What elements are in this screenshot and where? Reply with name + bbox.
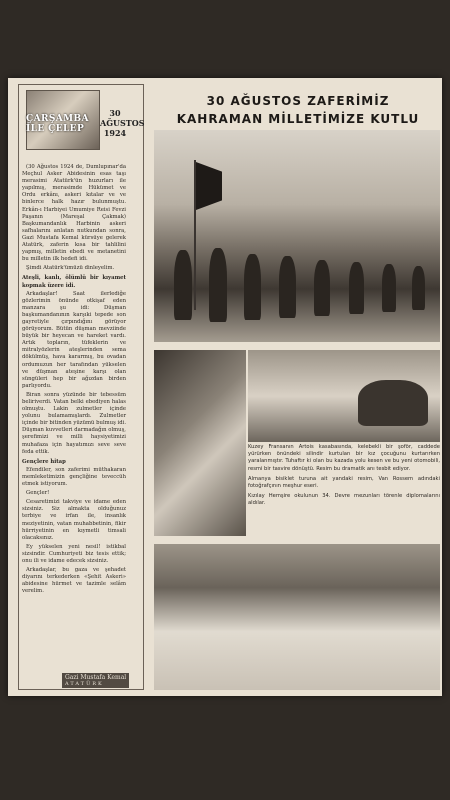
soldier-figure — [314, 260, 330, 316]
nurses-photo — [154, 544, 440, 690]
soldier-figure — [349, 262, 364, 314]
car-icon — [358, 380, 428, 426]
caption-nurses: Kızılay Hemşire okulunun 34. Devre mezunları törenle diplomalarını aldılar. — [248, 493, 440, 507]
paragraph: Arkadaşlar, bu gaza ve şehadet diyarını terkederken «Şehit Askeri» abidesine hürmet ve tazimle selâm verelim. — [22, 567, 126, 595]
soldier-figure — [244, 254, 261, 320]
thumbnail-title: ÇARŞAMBA İLE ÇELEP — [26, 114, 89, 134]
signature-box — [62, 673, 129, 688]
photo-captions — [248, 444, 440, 511]
subheading: Gençlere hitap — [22, 458, 66, 465]
speech-text — [22, 164, 126, 597]
headline-line-2: KAHRAMAN MİLLETİMİZE KUTLU — [176, 112, 420, 126]
magazine-page — [8, 78, 442, 696]
soldier-figure — [209, 248, 227, 322]
date-year: 1924 — [103, 128, 127, 138]
signature-name: Gazi Mustafa Kemal — [65, 674, 127, 681]
subheading: Ateşli, kanlı, ölümlü bir kıyamet kopmak üzere idi. — [22, 275, 126, 289]
soldier-figure — [382, 264, 396, 312]
paragraph: Efendiler, son zaferimi müthakaran memleketimizin gençliğine teveccüh etmek istiyorum. — [22, 466, 126, 488]
parade-photo — [154, 130, 440, 342]
signature-surname: ATATÜRK — [65, 681, 104, 687]
car-accident-photo — [248, 350, 440, 442]
flag-icon — [196, 162, 222, 210]
paragraph: Biran sonra yüzünde bir tebessüm beliriverdi. Vatan belki ebediyen halas olmuştu. Lakin zulmetler içinde yolunu bulamamışlardı. Zulmetler içinde bir bitinden yüzümü bulmuş idi. Düşman kuvvetleri darmadağın olmuş, şerefimizi ve milli haysiyetimizi muhafaza için hayatımızı seve seve feda ettik. — [22, 391, 126, 455]
date-box — [100, 108, 145, 138]
cycling-race-photo — [154, 350, 246, 536]
caption-cycling: Almanya bisiklet turuna ait yandaki resim, Van Rossem adındaki fotoğrafçının meşhur eseri. — [248, 475, 440, 490]
paragraph: Arkadaşlar! Saat ilerlediğe gözlerimin önünde otkişaf eden manzara şu idi: Düşman başkumandanının karşıki tepede son gayretiyle çırpındığını görüyor görüyorum. Bütün düşman mevziinde büyük bir heyecan ve hareket vardı. Artık topların, tüfeklerin ve mitralyözlerin ateşlerinden sema dökülmüş, hava kararmış, bu ovadan ordumuzun her tarafından yükselen ve düşman ateşine karşı olan süngüleri hep bir ağızdan birden parlıyordu. — [22, 290, 126, 389]
flag-pole — [194, 160, 196, 310]
date-month: AĞUSTOS — [100, 118, 145, 128]
paragraph: Cesaretimizi takviye ve idame eden sizsiniz. Siz almakta olduğunuz terbiye ve irfan ile, insanlık meziyetinin, vatan muhabbetinin, fikir hürriyetinin en kıymetli timsali olacaksınız. — [22, 499, 126, 541]
paragraph: (30 Ağustos 1924 de, Dumlupınar'da Meçhul Asker Abidesinin esas taşı merasimi Atatürk'ün huzurları ile yapılmış, merasimde Hükümet ve Ordu erkânı, askeri kıtalar ve ve binlerce halk hazır bulunmuştu. Erkân-ı Harbiyei Umumiye Reisi Fevzi Paşanın (Mareşal Çakmak) Başkumandanlık Harbinin askeri safhalarını anlatan nutkundan sonra, Gazi Mustafa Kemal kürsüye gelerek Atatürk, zaferin kısa bir tahlilini yapmış, milletin ebedi ve metanetini bu milletin ilk hedefi idi. — [22, 164, 126, 263]
paragraph: Ey yükselen yeni nesil! istikbal sizsindir. Cumhuriyeti biz tesis ettik; onu ili ve idame edecek sizsiniz. — [22, 543, 126, 564]
headline-line-1: 30 AĞUSTOS ZAFERİMİZ — [206, 94, 390, 108]
caption-car: Kuzey Fransanın Artois kasabasında, kelebekli bir şoför, caddede yürürken önündeki silindir kurtulan bir kız çocuğunu kurtarırken yaralanmıştır. Tuhaftır ki olan bu kazada yolu kesen ve bu yeni otomobili, resmi bir tasvire dönüştü. Resim bu dramatik anı tesbit ediyor. — [248, 444, 440, 472]
paragraph: Şimdi Atatürk'ümüzü dinleyelim. — [26, 265, 115, 272]
paragraph: Gençler! — [26, 490, 50, 497]
soldier-figure — [279, 256, 296, 318]
soldier-figure — [174, 250, 192, 320]
date-day: 30 — [109, 108, 121, 118]
soldier-figure — [412, 266, 425, 310]
